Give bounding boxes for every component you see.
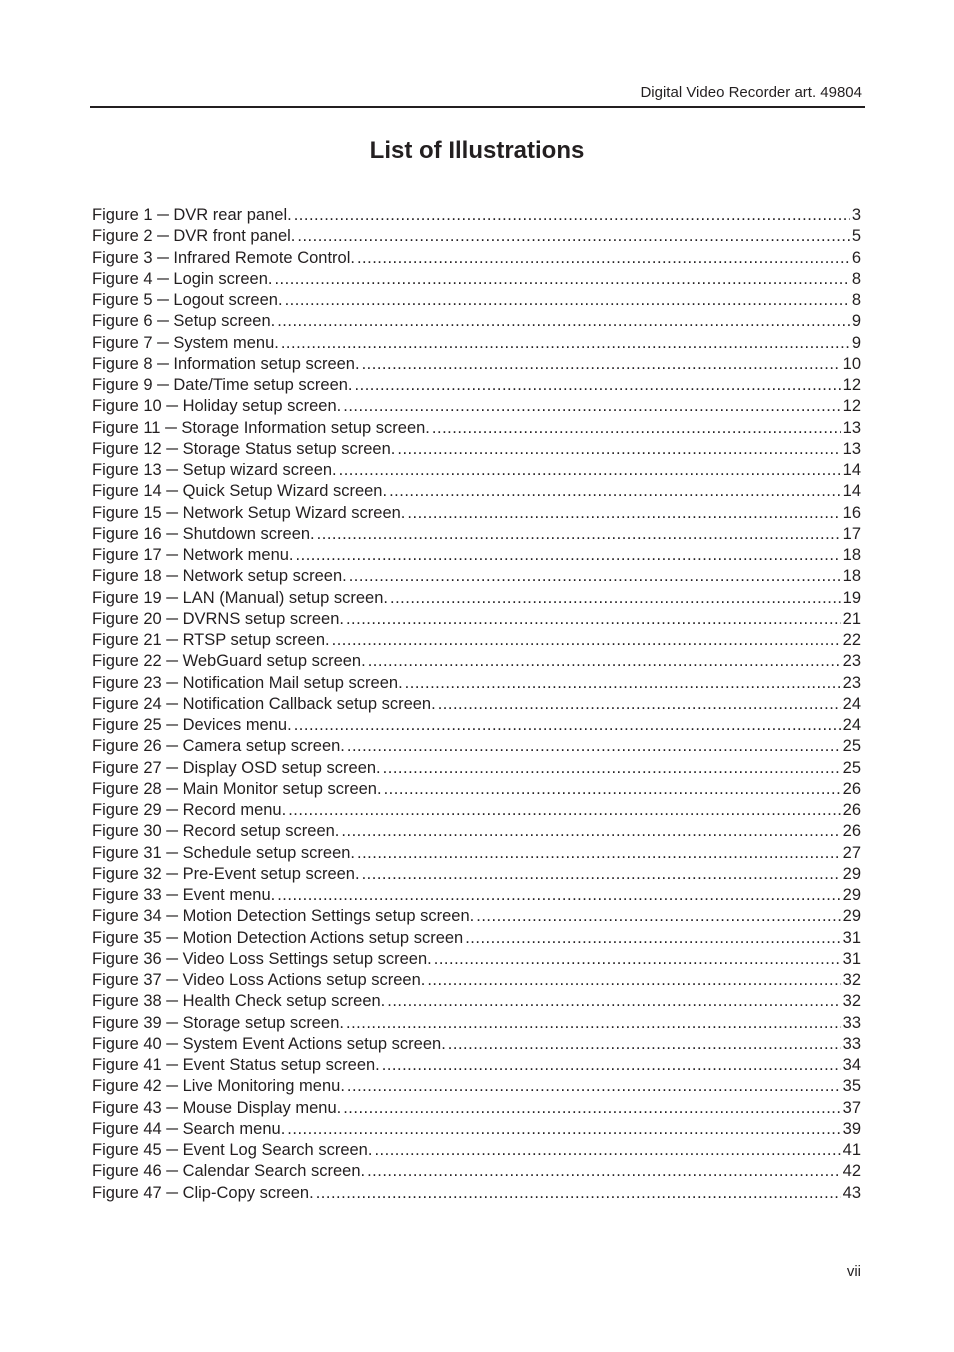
illustrations-list	[92, 205, 861, 1204]
toc-entry[interactable]	[92, 290, 861, 311]
toc-dot-leader	[387, 991, 840, 1012]
toc-entry[interactable]	[92, 694, 861, 715]
toc-entry[interactable]	[92, 1034, 861, 1055]
toc-entry-label: Figure 43 ─ Mouse Display menu.	[92, 1098, 342, 1117]
toc-entry[interactable]	[92, 375, 861, 396]
toc-dot-leader	[277, 311, 850, 332]
toc-entry-page: 24	[842, 716, 861, 734]
toc-dot-leader	[339, 460, 841, 481]
toc-dot-leader	[294, 205, 850, 226]
toc-entry-label: Figure 26 ─ Camera setup screen.	[92, 737, 345, 756]
toc-entry[interactable]	[92, 1183, 861, 1204]
toc-entry-label: Figure 15 ─ Network Setup Wizard screen.	[92, 503, 406, 522]
toc-entry-page: 18	[842, 567, 861, 586]
toc-entry-label: Figure 29 ─ Record menu.	[92, 801, 287, 819]
toc-dot-leader	[476, 906, 840, 927]
toc-entry-page: 9	[851, 312, 861, 331]
toc-dot-leader	[384, 779, 841, 800]
toc-dot-leader	[287, 1119, 840, 1140]
toc-entry-label: Figure 14 ─ Quick Setup Wizard screen.	[92, 482, 388, 501]
toc-entry-label: Figure 36 ─ Video Loss Settings setup screen.	[92, 949, 432, 968]
toc-dot-leader	[357, 843, 841, 864]
toc-entry-label: Figure 2 ─ DVR front panel.	[92, 227, 296, 246]
toc-entry-label: Figure 5 ─ Logout screen.	[92, 291, 283, 309]
toc-dot-leader	[296, 545, 841, 566]
toc-entry[interactable]	[92, 949, 861, 970]
toc-entry-page: 39	[842, 1119, 861, 1138]
toc-entry-page: 13	[842, 439, 861, 458]
toc-entry-page: 33	[842, 1034, 861, 1053]
toc-dot-leader	[448, 1034, 841, 1055]
toc-entry[interactable]	[92, 609, 861, 630]
toc-entry-page: 5	[851, 227, 861, 246]
toc-entry[interactable]	[92, 460, 861, 481]
toc-dot-leader	[343, 1098, 840, 1119]
toc-dot-leader	[274, 269, 849, 290]
toc-dot-leader	[285, 290, 850, 311]
toc-entry-page: 32	[842, 971, 861, 989]
toc-dot-leader	[362, 864, 841, 885]
toc-entry[interactable]	[92, 1140, 861, 1161]
toc-entry-page: 37	[842, 1098, 861, 1117]
page-number: vii	[846, 1263, 861, 1280]
toc-entry[interactable]	[92, 928, 861, 949]
toc-dot-leader	[347, 736, 841, 757]
toc-dot-leader	[367, 1161, 841, 1182]
toc-dot-leader	[390, 588, 841, 609]
toc-entry-label: Figure 19 ─ LAN (Manual) setup screen.	[92, 588, 388, 607]
toc-entry-label: Figure 10 ─ Holiday setup screen.	[92, 397, 342, 416]
toc-entry-page: 31	[842, 949, 861, 968]
toc-entry-page: 35	[842, 1077, 861, 1096]
toc-entry-page: 26	[842, 822, 861, 841]
toc-entry-page: 25	[842, 758, 861, 777]
toc-entry-label: Figure 33 ─ Event menu.	[92, 886, 276, 904]
toc-entry[interactable]	[92, 1119, 861, 1140]
toc-entry-label: Figure 18 ─ Network setup screen.	[92, 567, 347, 586]
toc-entry-page: 42	[842, 1162, 861, 1181]
toc-entry-label: Figure 25 ─ Devices menu.	[92, 716, 292, 734]
toc-entry-page: 29	[842, 864, 861, 883]
toc-dot-leader	[347, 1076, 841, 1097]
toc-dot-leader	[297, 226, 849, 247]
toc-entry-page: 16	[842, 503, 861, 522]
toc-entry-page: 14	[842, 482, 861, 501]
toc-entry[interactable]	[92, 205, 861, 226]
toc-entry-label: Figure 28 ─ Main Monitor setup screen.	[92, 779, 382, 798]
toc-entry[interactable]	[92, 1055, 861, 1076]
toc-dot-leader	[389, 481, 841, 502]
toc-entry-page: 8	[851, 269, 861, 288]
toc-entry-page: 41	[842, 1141, 861, 1159]
toc-entry[interactable]	[92, 991, 861, 1012]
toc-entry-page: 23	[842, 652, 861, 671]
toc-entry-page: 31	[842, 928, 861, 947]
toc-entry[interactable]	[92, 970, 861, 991]
toc-entry[interactable]	[92, 779, 861, 800]
toc-dot-leader	[288, 800, 840, 821]
toc-entry-page: 26	[842, 779, 861, 798]
toc-dot-leader	[465, 928, 840, 949]
toc-dot-leader	[277, 885, 840, 906]
toc-entry-label: Figure 38 ─ Health Check setup screen.	[92, 992, 386, 1011]
toc-dot-leader	[343, 396, 840, 417]
toc-entry-page: 27	[842, 843, 861, 862]
toc-entry[interactable]	[92, 566, 861, 587]
toc-entry-label: Figure 11 ─ Storage Information setup screen.	[92, 418, 430, 437]
toc-entry[interactable]	[92, 885, 861, 906]
toc-dot-leader	[294, 715, 841, 736]
toc-dot-leader	[281, 333, 850, 354]
toc-dot-leader	[316, 1183, 841, 1204]
toc-dot-leader	[407, 503, 840, 524]
toc-entry-label: Figure 35 ─ Motion Detection Actions setup screen	[92, 928, 464, 947]
toc-dot-leader	[432, 418, 841, 439]
toc-entry[interactable]	[92, 1161, 861, 1182]
toc-entry[interactable]	[92, 1098, 861, 1119]
toc-entry-page: 24	[842, 694, 861, 713]
toc-entry[interactable]	[92, 651, 861, 672]
toc-entry-label: Figure 40 ─ System Event Actions setup screen.	[92, 1034, 446, 1053]
toc-dot-leader	[341, 821, 840, 842]
toc-entry[interactable]	[92, 800, 861, 821]
toc-entry[interactable]	[92, 906, 861, 927]
toc-entry-label: Figure 6 ─ Setup screen.	[92, 312, 276, 331]
toc-entry-page: 25	[842, 737, 861, 756]
toc-entry[interactable]	[92, 226, 861, 247]
toc-entry[interactable]	[92, 524, 861, 545]
toc-entry[interactable]	[92, 503, 861, 524]
toc-entry-label: Figure 46 ─ Calendar Search screen.	[92, 1162, 366, 1181]
toc-entry-label: Figure 30 ─ Record setup screen.	[92, 822, 340, 841]
toc-entry-label: Figure 44 ─ Search menu.	[92, 1119, 286, 1138]
toc-dot-leader	[357, 248, 850, 269]
toc-entry[interactable]	[92, 1013, 861, 1034]
toc-entry-page: 29	[842, 886, 861, 904]
toc-entry-page: 43	[842, 1183, 861, 1202]
toc-entry-page: 12	[842, 397, 861, 416]
toc-entry-label: Figure 9 ─ Date/Time setup screen.	[92, 376, 353, 394]
toc-entry-label: Figure 47 ─ Clip-Copy screen.	[92, 1183, 314, 1202]
toc-entry-page: 12	[842, 376, 861, 394]
toc-entry-page: 22	[842, 631, 861, 649]
toc-entry[interactable]	[92, 311, 861, 332]
toc-entry-page: 10	[842, 354, 861, 373]
toc-entry-label: Figure 22 ─ WebGuard setup screen.	[92, 652, 366, 671]
toc-entry[interactable]	[92, 843, 861, 864]
toc-entry-page: 18	[842, 546, 861, 564]
toc-entry-page: 26	[842, 801, 861, 819]
toc-entry-label: Figure 39 ─ Storage setup screen.	[92, 1013, 344, 1032]
toc-entry-label: Figure 20 ─ DVRNS setup screen.	[92, 609, 344, 628]
toc-entry[interactable]	[92, 354, 861, 375]
toc-entry[interactable]	[92, 269, 861, 290]
toc-entry-page: 9	[851, 333, 861, 352]
toc-entry-page: 14	[842, 461, 861, 479]
toc-dot-leader	[317, 524, 841, 545]
toc-entry[interactable]	[92, 248, 861, 269]
toc-entry-page: 33	[842, 1013, 861, 1032]
page-title: List of Illustrations	[369, 137, 585, 164]
toc-dot-leader	[382, 1055, 841, 1076]
toc-entry[interactable]	[92, 864, 861, 885]
toc-entry[interactable]	[92, 545, 861, 566]
toc-entry-page: 32	[842, 992, 861, 1011]
toc-entry-label: Figure 4 ─ Login screen.	[92, 269, 273, 288]
toc-entry-page: 34	[842, 1056, 861, 1074]
header-rule	[90, 106, 865, 108]
toc-entry-page: 6	[851, 248, 861, 267]
toc-entry-label: Figure 27 ─ Display OSD setup screen.	[92, 758, 381, 777]
toc-dot-leader	[346, 609, 841, 630]
toc-entry[interactable]	[92, 439, 861, 460]
toc-dot-leader	[434, 949, 841, 970]
toc-entry[interactable]	[92, 588, 861, 609]
running-header: Digital Video Recorder art. 49804	[640, 84, 862, 101]
toc-entry[interactable]	[92, 736, 861, 757]
toc-entry-label: Figure 23 ─ Notification Mail setup screen.	[92, 673, 403, 692]
toc-entry[interactable]	[92, 418, 861, 439]
toc-dot-leader	[346, 1013, 841, 1034]
toc-dot-leader	[332, 630, 841, 651]
toc-dot-leader	[374, 1140, 840, 1161]
toc-entry[interactable]	[92, 1076, 861, 1097]
toc-entry[interactable]	[92, 333, 861, 354]
toc-entry-page: 13	[842, 418, 861, 437]
toc-entry-label: Figure 7 ─ System menu.	[92, 333, 279, 352]
toc-entry-page: 19	[842, 588, 861, 607]
toc-entry-label: Figure 34 ─ Motion Detection Settings setup screen.	[92, 907, 475, 926]
toc-entry-label: Figure 21 ─ RTSP setup screen.	[92, 631, 330, 649]
toc-entry-label: Figure 13 ─ Setup wizard screen.	[92, 461, 337, 479]
toc-dot-leader	[349, 566, 841, 587]
toc-dot-leader	[397, 439, 840, 460]
toc-entry[interactable]	[92, 673, 861, 694]
toc-entry-label: Figure 3 ─ Infrared Remote Control.	[92, 248, 355, 267]
toc-entry-label: Figure 41 ─ Event Status setup screen.	[92, 1056, 380, 1074]
toc-entry[interactable]	[92, 630, 861, 651]
toc-entry-page: 17	[842, 524, 861, 543]
toc-entry-label: Figure 31 ─ Schedule setup screen.	[92, 843, 356, 862]
toc-entry-page: 29	[842, 907, 861, 926]
toc-entry-label: Figure 1 ─ DVR rear panel.	[92, 206, 292, 224]
toc-dot-leader	[405, 673, 841, 694]
toc-entry[interactable]	[92, 715, 861, 736]
toc-entry-label: Figure 17 ─ Network menu.	[92, 546, 294, 564]
toc-entry-page: 8	[851, 291, 861, 309]
toc-entry-page: 23	[842, 673, 861, 692]
toc-entry[interactable]	[92, 481, 861, 502]
toc-entry-page: 3	[851, 206, 861, 224]
toc-dot-leader	[355, 375, 841, 396]
toc-entry-label: Figure 42 ─ Live Monitoring menu.	[92, 1077, 345, 1096]
toc-entry-page: 21	[842, 609, 861, 628]
toc-entry[interactable]	[92, 758, 861, 779]
toc-dot-leader	[362, 354, 841, 375]
toc-entry-label: Figure 32 ─ Pre-Event setup screen.	[92, 864, 360, 883]
toc-entry[interactable]	[92, 396, 861, 417]
toc-entry-label: Figure 16 ─ Shutdown screen.	[92, 524, 315, 543]
toc-dot-leader	[438, 694, 841, 715]
toc-dot-leader	[383, 758, 841, 779]
toc-entry[interactable]	[92, 821, 861, 842]
toc-entry-label: Figure 24 ─ Notification Callback setup screen.	[92, 694, 436, 713]
toc-entry-label: Figure 12 ─ Storage Status setup screen.	[92, 439, 396, 458]
toc-entry-label: Figure 37 ─ Video Loss Actions setup screen.	[92, 971, 426, 989]
toc-dot-leader	[368, 651, 841, 672]
toc-dot-leader	[427, 970, 840, 991]
toc-entry-label: Figure 8 ─ Information setup screen.	[92, 354, 360, 373]
toc-entry-label: Figure 45 ─ Event Log Search screen.	[92, 1141, 373, 1159]
